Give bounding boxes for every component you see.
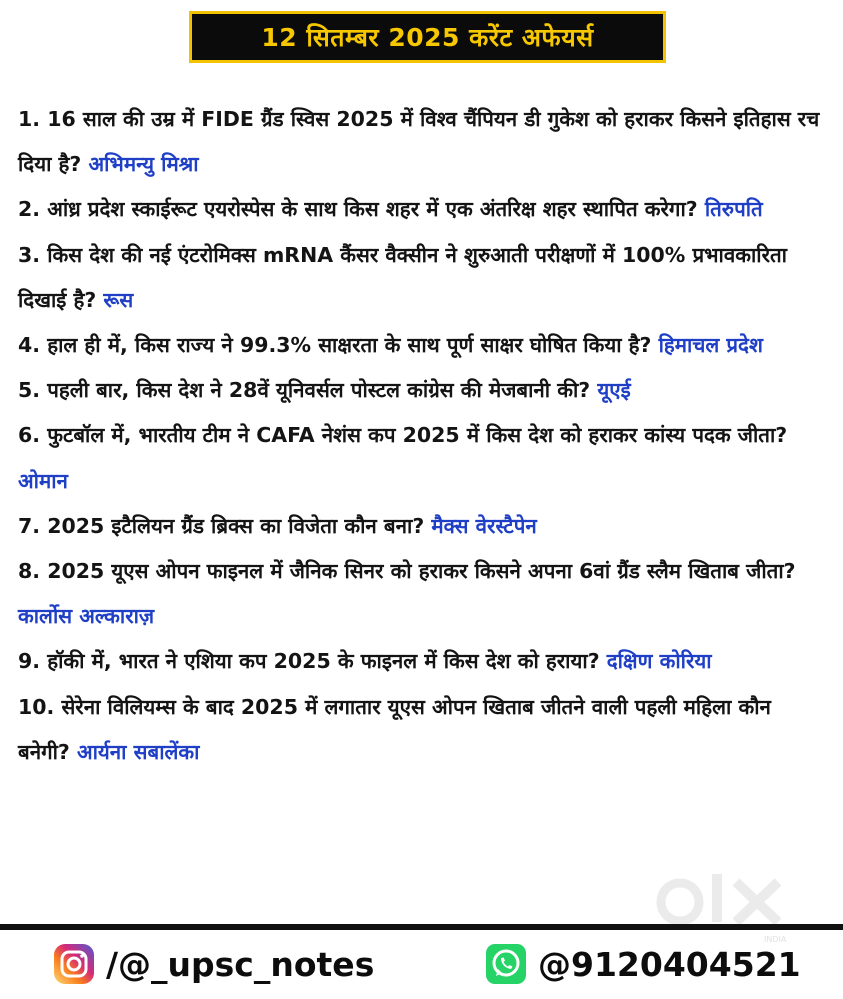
instagram-handle: /@_upsc_notes xyxy=(106,944,375,984)
question-item xyxy=(18,413,826,503)
answer-text: ओमान xyxy=(18,468,68,493)
question-item xyxy=(18,685,826,775)
header-banner xyxy=(189,11,666,63)
answer-text: अभिमन्यु मिश्रा xyxy=(88,152,199,177)
answer-text: हिमाचल प्रदेश xyxy=(658,333,763,358)
answer-text: कार्लोस अल्काराज़ xyxy=(18,604,155,629)
question-text: 7. 2025 इटैलियन ग्रैंड ब्रिक्स का विजेता कौन बना? xyxy=(18,513,425,538)
question-text: 6. फुटबॉल में, भारतीय टीम ने CAFA नेशंस कप 2025 में किस देश को हराकर कांस्य पदक जीता? xyxy=(18,423,788,448)
question-text: 3. किस देश की नई एंटरोमिक्स mRNA कैंसर वैक्सीन ने शुरुआती परीक्षणों में 100% प्रभावकारिता दिखाई है? xyxy=(18,242,787,312)
question-item xyxy=(18,187,826,232)
question-item xyxy=(18,639,826,684)
question-item xyxy=(18,368,826,413)
question-text: 2. आंध्र प्रदेश स्काईरूट एयरोस्पेस के साथ किस शहर में एक अंतरिक्ष शहर स्थापित करेगा? xyxy=(18,197,698,222)
page-title: 12 सितम्बर 2025 करेंट अफेयर्स xyxy=(261,23,594,52)
question-item xyxy=(18,549,826,639)
answer-text: तिरुपति xyxy=(704,197,763,222)
question-item xyxy=(18,504,826,549)
question-text: 4. हाल ही में, किस राज्य ने 99.3% साक्षरता के साथ पूर्ण साक्षर घोषित किया है? xyxy=(18,333,652,358)
footer xyxy=(0,930,843,999)
question-list xyxy=(18,97,826,775)
question-text: 8. 2025 यूएस ओपन फाइनल में जैनिक सिनर को हराकर किसने अपना 6वां ग्रैंड स्लैम खिताब जीता? xyxy=(18,559,796,584)
question-item xyxy=(18,97,826,187)
answer-text: दक्षिण कोरिया xyxy=(606,649,712,674)
answer-text: यूएई xyxy=(597,378,631,403)
instagram-handle-link[interactable] xyxy=(52,942,374,986)
question-item xyxy=(18,323,826,368)
question-item xyxy=(18,233,826,323)
instagram-icon xyxy=(52,942,96,986)
answer-text: रूस xyxy=(103,287,134,312)
question-text: 10. सेरेना विलियम्स के बाद 2025 में लगातार यूएस ओपन खिताब जीतने वाली पहली महिला कौन बनेगी? xyxy=(18,694,771,764)
whatsapp-contact-link[interactable] xyxy=(484,942,801,986)
answer-text: आर्यना सबालेंका xyxy=(76,739,200,764)
question-text: 1. 16 साल की उम्र में FIDE ग्रैंड स्विस 2025 में विश्व चैंपियन डी गुकेश को हराकर किसने इतिहास रच दिया है? xyxy=(18,107,820,177)
phone-number: @9120404521 xyxy=(538,944,801,984)
watermark-subtext: INDIA xyxy=(764,935,787,944)
answer-text: मैक्स वेरस्टैपेन xyxy=(431,513,537,538)
whatsapp-icon xyxy=(484,942,528,986)
question-text: 9. हॉकी में, भारत ने एशिया कप 2025 के फाइनल में किस देश को हराया? xyxy=(18,649,600,674)
question-text: 5. पहली बार, किस देश ने 28वें यूनिवर्सल पोस्टल कांग्रेस की मेजबानी की? xyxy=(18,378,591,403)
